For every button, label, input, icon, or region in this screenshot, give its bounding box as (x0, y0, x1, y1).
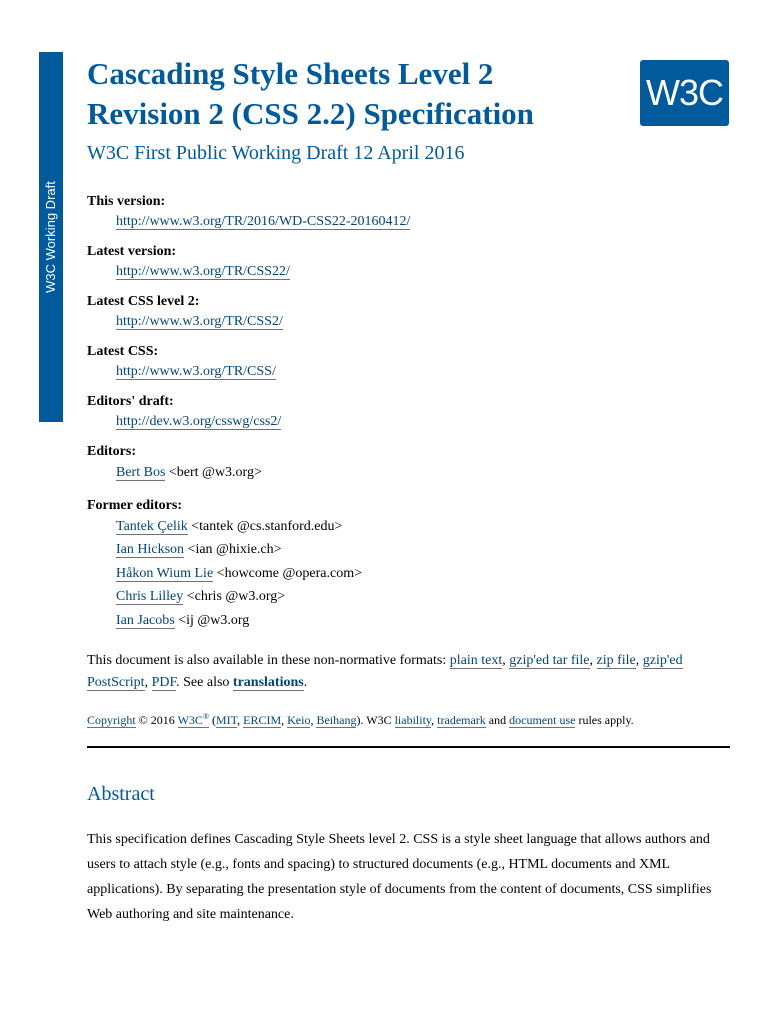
editor-email: <bert @w3.org> (168, 465, 262, 480)
former-editor-name-link[interactable]: Håkon Wium Lie (116, 565, 214, 581)
postscript-link[interactable]: PostScript (87, 675, 145, 690)
former-editor-entry (116, 516, 732, 540)
this-version-link[interactable]: http://www.w3.org/TR/2016/WD-CSS22-20160412/ (116, 214, 411, 229)
latest-css2-link[interactable]: http://www.w3.org/TR/CSS2/ (116, 314, 283, 329)
former-editor-name-link[interactable]: Chris Lilley (116, 589, 184, 604)
former-editors-label: Former editors: (87, 497, 182, 513)
gzip-ps-link[interactable]: gzip'ed (642, 653, 683, 668)
former-editor-name-link[interactable]: Ian Hickson (116, 542, 185, 557)
alternate-formats: This document is also available in these non-normative formats: plain text, gzip'ed tar file, zip file, gzip'ed PostScript, PDF. See also translations. (87, 653, 683, 690)
abstract-text: This specification defines Cascading Style Sheets level 2. CSS is a style sheet language that allows authors and users to attach style (e.g., fonts and spacing) to structured documents (e.g., HTML documents and XML applications). By separating the presentation style of documents from the content of documents, CSS simplifies Web authoring and site maintenance. (87, 832, 712, 922)
editor-entry (116, 462, 732, 486)
beihang-link[interactable]: Beihang (316, 713, 357, 727)
editors-draft-label: Editors' draft: (87, 394, 174, 409)
w3c-logo-text: W3C (646, 72, 723, 113)
copyright-year: © 2016 (138, 713, 175, 727)
formats-intro: This document is also available in these non-normative formats: (87, 653, 447, 668)
page-subtitle: W3C First Public Working Draft 12 April 2016 (87, 142, 465, 164)
plain-text-link[interactable]: plain text (449, 653, 503, 668)
w3c-link-label: W3C (177, 713, 203, 727)
latest-css2-label: Latest CSS level 2: (87, 294, 200, 309)
keio-link[interactable]: Keio (287, 713, 311, 727)
mit-link[interactable]: MIT (216, 713, 238, 727)
editor-name-link[interactable]: Bert Bos (116, 465, 166, 480)
header-divider (87, 746, 730, 748)
pdf-link[interactable]: PDF (151, 675, 177, 690)
document-body (87, 54, 732, 927)
zip-link[interactable]: zip file (596, 653, 636, 668)
translations-link[interactable]: translations (232, 675, 304, 690)
latest-css-label: Latest CSS: (87, 344, 159, 359)
abstract-heading: Abstract (87, 783, 155, 805)
former-editor-entry (116, 610, 732, 634)
latest-version-label: Latest version: (87, 244, 177, 259)
editors-draft-link[interactable]: http://dev.w3.org/csswg/css2/ (116, 414, 282, 429)
see-also-text: See also (183, 675, 230, 690)
former-editor-name-link[interactable]: Ian Jacobs (116, 612, 175, 628)
editors-label: Editors: (87, 444, 136, 459)
latest-version-link[interactable]: http://www.w3.org/TR/CSS22/ (116, 264, 290, 279)
liability-link[interactable]: liability (394, 713, 432, 727)
trademark-link[interactable]: trademark (437, 713, 486, 727)
former-editor-entry (116, 563, 732, 587)
rules-apply-text: rules apply. (578, 713, 634, 727)
former-editor-email: <howcome @opera.com> (216, 565, 362, 581)
title-line-1: Cascading Style Sheets Level 2 (87, 56, 494, 91)
document-use-link[interactable]: document use (509, 713, 576, 727)
w3c-word: W3C (366, 713, 392, 727)
title-line-2: Revision 2 (CSS 2.2) Specification (87, 96, 534, 131)
page-title (87, 54, 732, 134)
former-editor-entry (116, 586, 732, 610)
copyright-notice: Copyright © 2016 W3C® (MIT, ERCIM, Keio, Beihang). W3C liability, trademark and document use rules apply. (87, 712, 634, 727)
registered-mark: ® (202, 712, 210, 721)
ercim-link[interactable]: ERCIM (243, 713, 282, 727)
former-editor-email: <tantek @cs.stanford.edu> (191, 518, 343, 534)
this-version-label: This version: (87, 194, 166, 209)
gzip-tar-link[interactable]: gzip'ed tar file (509, 653, 590, 668)
former-editor-email: <chris @w3.org> (186, 589, 286, 604)
former-editor-email: <ian @hixie.ch> (187, 542, 282, 557)
copyright-link[interactable]: Copyright (87, 713, 136, 727)
and-word: and (488, 713, 507, 727)
document-metadata (87, 192, 732, 633)
former-editor-email: <ij @w3.org (178, 612, 250, 628)
working-draft-banner-label: W3C Working Draft (43, 181, 58, 293)
former-editor-name-link[interactable]: Tantek Çelik (116, 518, 188, 534)
working-draft-banner (39, 52, 63, 422)
latest-css-link[interactable]: http://www.w3.org/TR/CSS/ (116, 364, 276, 379)
former-editor-entry (116, 539, 732, 563)
w3c-link[interactable] (178, 713, 209, 728)
